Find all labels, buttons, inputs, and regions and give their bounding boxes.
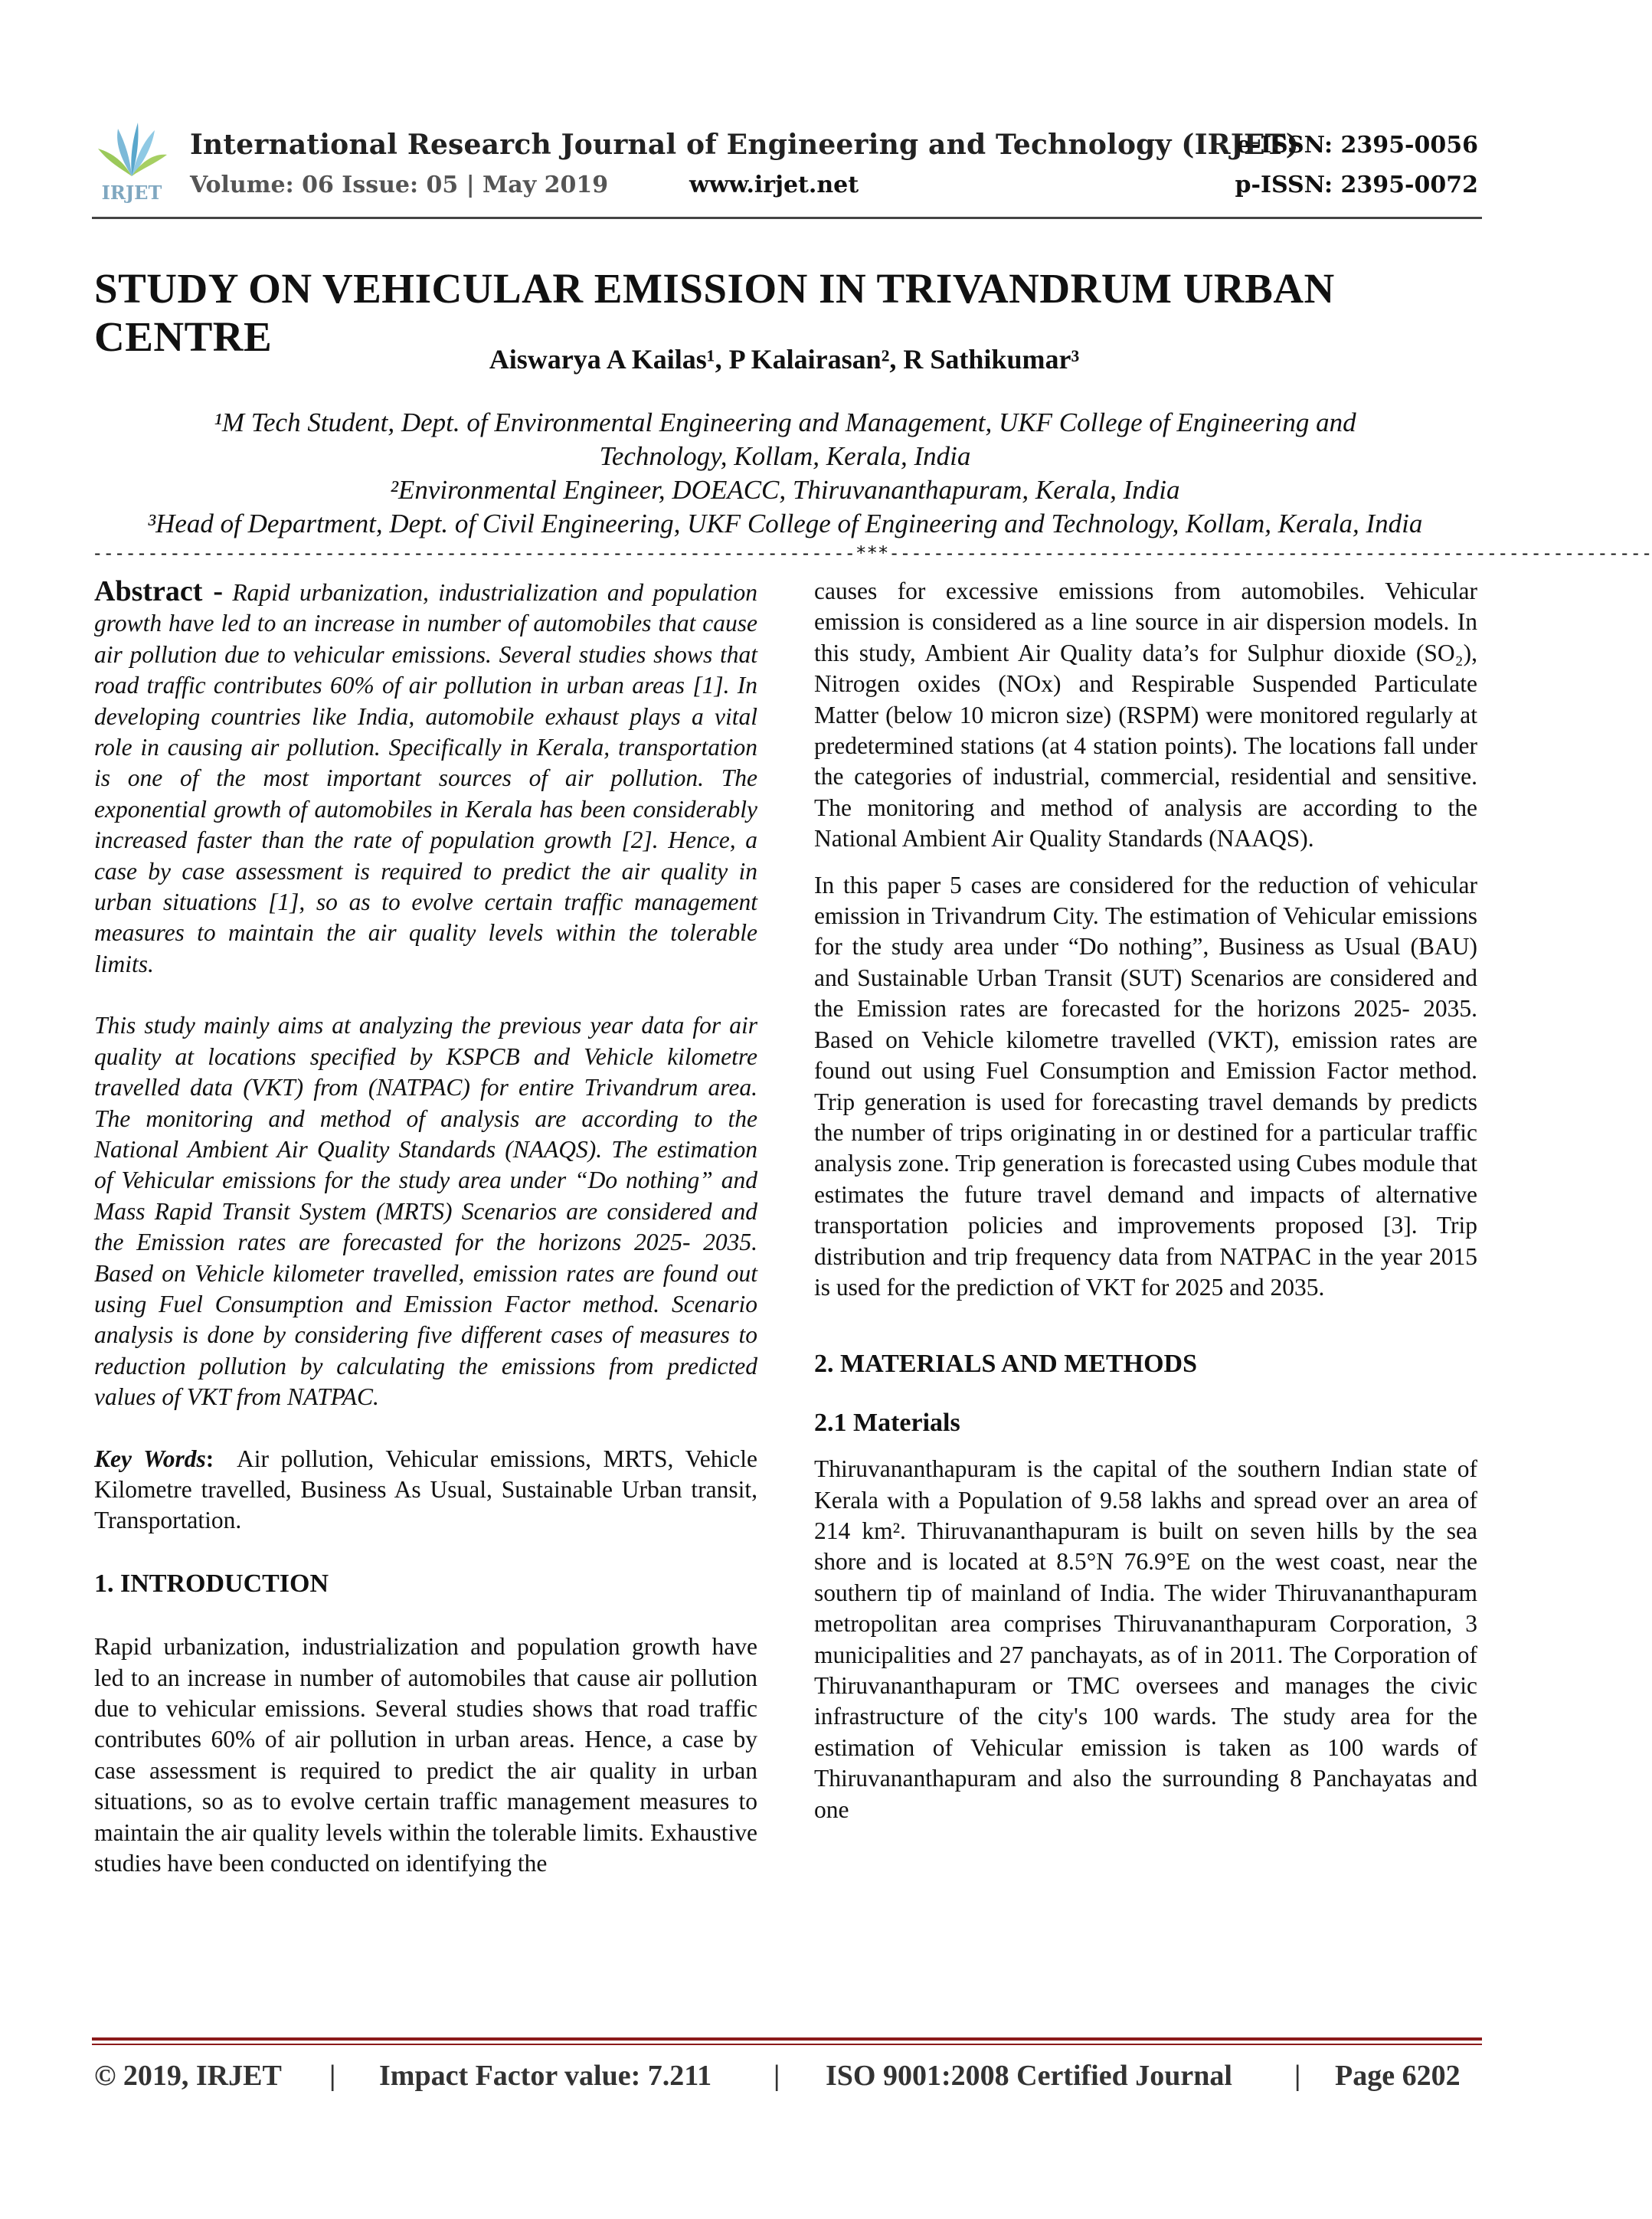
keywords-label: Key Words [94,1445,206,1472]
body-paragraph-3: Thiruvananthapuram is the capital of the southern Indian state of Kerala with a Population of 9.58 lakhs and spread over an area of 214 km². Thiruvananthapuram is built on seven hills by the sea shore and is located at 8.5°N 76.9°E on the west coast, near the southern tip of mainland of India. The wider Thiruvananthapuram metropolitan area comprises Thiruvananthapuram Corporation, 3 municipalities and 27 panchayats, as of in 2011. The Corporation of Thiruvananthapuram or TMC oversees and manages the civic infrastructure of the city's 100 wards. The study area for the estimation of Vehicular emission is taken as 100 wards of Thiruvananthapuram and also the surrounding 8 Panchayatas and one [814,1455,1477,1823]
pissn: p-ISSN: 2395-0072 [1235,172,1478,198]
left-column [94,576,757,1879]
section-heading-materials-methods: 2. MATERIALS AND METHODS [814,1350,1197,1379]
abstract-heading: Abstract - [94,575,224,607]
footer-rule-thick [92,2037,1482,2041]
footer-rule-thin [92,2044,1482,2045]
abstract-paragraph-1: Rapid urbanization, industrialization and population growth have led to an increase in number of automobiles that cause air pollution due to vehicular emissions. Several studies shows that road traffic contributes 60% of air pollution in urban areas [1]. In developing countries like India, automobile exhaust plays a vital role in causing air pollution. Specifically in Kerala, transportation is one of the most important sources of air pollution. The exponential growth of automobiles in Kerala has been considerably increased faster than the rate of population growth [2]. Hence, a case by case assessment is required to predict the air quality in urban situations [1], so as to evolve certain traffic management measures to maintain the air quality levels within the tolerable limits. [94,579,758,977]
section-heading-introduction: 1. INTRODUCTION [94,1569,329,1598]
right-column [814,576,1477,1825]
section-separator: ---------------------------------------------------------------------***--------------------------------------------------------------------- [92,542,1652,564]
footer-impact-factor: Impact Factor value: 7.211 [379,2060,712,2092]
affiliation-3: ³Head of Department, Dept. of Civil Engineering, UKF College of Engineering and Technology, Kollam, Kerala, India [147,509,1423,538]
authors: Aiswarya A Kailas¹, P Kalairasan², R Sathikumar³ [489,344,1080,375]
abstract [94,576,757,980]
keywords: Key Words: Air pollution, Vehicular emissions, MRTS, Vehicle Kilometre travelled, Business As Usual, Sustainable Urban transit, Transportation. [94,1445,758,1534]
body-paragraph-1: causes for excessive emissions from automobiles. Vehicular emission is considered as a line source in air dispersion models. In this study, Ambient Air Quality data’s for Sulphur dioxide (SO₂), Nitrogen oxides (NOx) and Respirable Suspended Particulate Matter (below 10 micron size) (RSPM) were monitored regularly at predetermined stations (at 4 station points). The locations fall under the categories of industrial, commercial, residential and sensitive. The monitoring and method of analysis are according to the National Ambient Air Quality Standards (NAAQS). [814,578,1477,853]
irjet-logo [92,115,172,207]
footer-divider: | [329,2060,336,2092]
footer-copyright: © 2019, IRJET [94,2060,282,2092]
paper-title: STUDY ON VEHICULAR EMISSION IN TRIVANDRUM URBAN CENTRE [94,265,1335,360]
intro-paragraph-1: Rapid urbanization, industrialization and population growth have led to an increase in number of automobiles that cause air pollution due to vehicular emissions. Several studies shows that road traffic contributes 60% of air pollution in urban areas. Hence, a case by case assessment is required to predict the air quality in urban situations, so as to evolve certain traffic management measures to maintain the air quality levels within the tolerable limits. Exhaustive studies have been conducted on identifying the [94,1633,757,1877]
affiliation-2: ²Environmental Engineer, DOEACC, Thiruvananthapuram, Kerala, India [390,475,1180,505]
footer-iso: ISO 9001:2008 Certified Journal [826,2060,1232,2092]
abstract-paragraph-2: This study mainly aims at analyzing the previous year data for air quality at locations specified by KSPCB and Vehicle kilometre travelled data (VKT) from (NATPAC) for entire Trivandrum area. The monitoring and method of analysis are according to the National Ambient Air Quality Standards (NAAQS). The estimation of Vehicular emissions for the study area under “Do nothing” and Mass Rapid Transit System (MRTS) Scenarios are considered and the Emission rates are forecasted for the horizons 2025- 2035. Based on Vehicle kilometer travelled, emission rates are found out using Fuel Consumption and Emission Factor method. Scenario analysis is done by considering five different cases of measures to reduction pollution by calculating the emissions from predicted values of VKT from NATPAC. [94,1012,757,1411]
footer-page-number: Page 6202 [1335,2060,1461,2092]
journal-website-link[interactable]: www.irjet.net [689,172,859,198]
body-paragraph-2: In this paper 5 cases are considered for the reduction of vehicular emission in Trivandrum City. The estimation of Vehicular emissions for the study area under “Do nothing”, Business as Usual (BAU) and Sustainable Urban Transit (SUT) Scenarios are considered and the Emission rates are forecasted for the horizons 2025- 2035. Based on Vehicle kilometre travelled (VKT), emission rates are found out using Fuel Consumption and Emission Factor method. Trip generation is used for forecasting travel demands by predicts the number of trips originating in or destined for a particular traffic analysis zone. Trip generation is forecasted using Cubes module that estimates the future travel demand and impacts of alternative transportation policies and improvements proposed [3]. Trip distribution and trip frequency data from NATPAC in the year 2015 is used for the prediction of VKT for 2025 and 2035. [814,871,1477,1301]
subsection-heading-materials: 2.1 Materials [814,1408,960,1437]
eissn: e-ISSN: 2395-0056 [1236,132,1478,159]
keywords-text: Air pollution, Vehicular emissions, MRTS, Vehicle Kilometre travelled, Business As Usual, Sustainable Urban transit, Transportation. [94,1445,758,1534]
header-divider [92,217,1482,219]
svg-text:IRJET: IRJET [101,182,162,204]
footer-divider: | [774,2060,780,2092]
irjet-logo-icon [92,115,172,207]
affiliation-1a: ¹M Tech Student, Dept. of Environmental Engineering and Management, UKF College of Engineering and [214,407,1356,437]
volume-issue: Volume: 06 Issue: 05 | May 2019 [190,172,609,198]
journal-title: International Research Journal of Engineering and Technology (IRJET) [190,129,1299,161]
affiliation-1b: Technology, Kollam, Kerala, India [599,441,971,471]
footer-divider: | [1294,2060,1301,2092]
journal-header [92,115,1478,214]
